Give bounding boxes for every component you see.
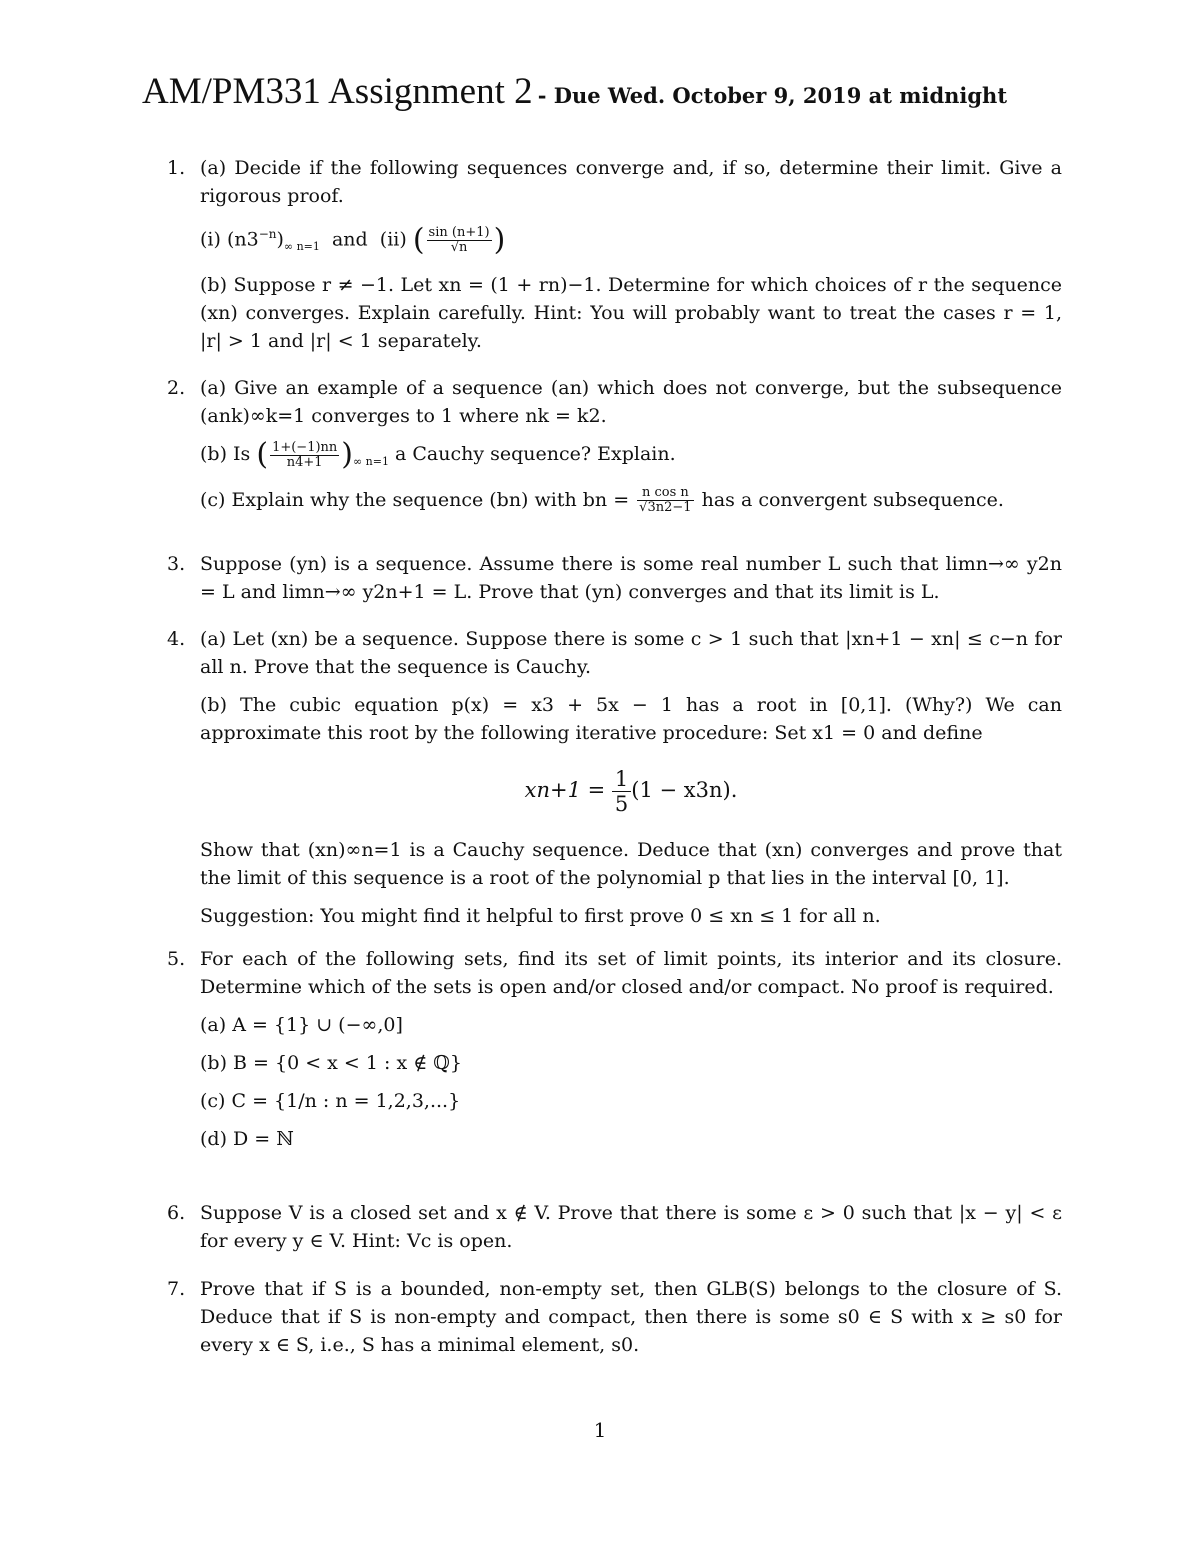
problem-4-suggestion: Suggestion: You might find it helpful to first prove 0 ≤ xn ≤ 1 for all n. — [200, 905, 881, 927]
page-title — [142, 70, 1062, 113]
item-ii-numerator: sin (n+1) — [428, 224, 490, 240]
equation-rhs: (1 − x3n). — [631, 778, 738, 802]
problem-5b: (b) B = {0 < x < 1 : x ∉ ℚ} — [200, 1052, 462, 1074]
problem-1b: (b) Suppose r ≠ −1. Let xn = (1 + rn)−1. Determine for which choices of r the sequence (xn) converges. Explain carefully. Hint: You will probably want to treat the cases r = 1, |r| > 1 and |r| < 1 separately. — [200, 274, 1062, 353]
problem-number: 6. — [167, 1202, 186, 1224]
item-i-range: ∞ n=1 — [283, 240, 320, 254]
equation-fraction — [612, 767, 631, 816]
item-i-exp: −n — [258, 227, 277, 241]
problem-5a: (a) A = {1} ∪ (−∞,0] — [200, 1014, 403, 1036]
problem-7 — [167, 1275, 1062, 1369]
iteration-equation — [200, 767, 1062, 816]
problem-2a: (a) Give an example of a sequence (an) which does not converge, but the subsequence (ank)∞k=1 converges to 1 where nk = k2. — [200, 377, 1062, 427]
page-number: 1 — [593, 1418, 607, 1442]
problem-4 — [167, 625, 1062, 940]
problem-5c: (c) C = {1/n : n = 1,2,3,...} — [200, 1090, 461, 1112]
item-i-close: ) — [276, 228, 284, 251]
problem-number: 5. — [167, 948, 186, 970]
problem-2b-post: a Cauchy sequence? Explain. — [395, 443, 676, 465]
problem-6-text: Suppose V is a closed set and x ∉ V. Prove that there is some ε > 0 such that |x − y| < ε for every y ∈ V. Hint: Vc is open. — [200, 1202, 1062, 1252]
problem-4a: (a) Let (xn) be a sequence. Suppose there is some c > 1 such that |xn+1 − xn| ≤ c−n for all n. Prove that the sequence is Cauchy. — [200, 628, 1062, 678]
item-ii-fraction — [427, 226, 492, 255]
problem-5 — [167, 945, 1062, 1163]
problem-2c-pre: (c) Explain why the sequence (bn) with bn = — [200, 488, 630, 511]
problem-2b-denominator: n4+1 — [286, 454, 323, 470]
due-date: - Due Wed. October 9, 2019 at midnight — [537, 83, 1008, 108]
problem-2b-pre: (b) Is — [200, 443, 251, 465]
problem-number: 7. — [167, 1278, 186, 1300]
problem-2c-post: has a convergent subsequence. — [701, 488, 1004, 511]
problem-number: 2. — [167, 377, 186, 399]
assignment-title: AM/PM331 Assignment 2 — [142, 71, 533, 112]
problem-2c-denominator: √3n2−1 — [639, 500, 692, 516]
item-i: (i) (n3 — [200, 228, 259, 251]
problem-5d: (d) D = ℕ — [200, 1128, 294, 1150]
problem-4b: (b) The cubic equation p(x) = x3 + 5x − 1 has a root in [0,1]. (Why?) We can approximate this root by the following iterative procedure: Set x1 = 0 and define — [200, 694, 1062, 744]
problem-2b: (b) Is ( $\frac{1+(-1)nn}{n4+1}$ )$_{\infty n=1}$ a Cauchy sequence? Explain. — [200, 437, 676, 472]
problem-2b-numerator: 1+(−1)nn — [272, 439, 338, 455]
problem-number: 3. — [167, 553, 186, 575]
problem-2c — [200, 486, 1062, 516]
problem-1 — [167, 154, 1062, 365]
problem-2c-numerator: n cos n — [637, 486, 693, 501]
equation-lhs: xn+1 = — [524, 778, 606, 802]
and-text: and — [331, 228, 368, 251]
item-ii: (ii) — [379, 228, 407, 251]
problem-6 — [167, 1199, 1062, 1265]
problem-number: 1. — [167, 157, 186, 179]
equation-numerator: 1 — [612, 767, 631, 792]
problem-1a-items: (i) $(n3^{-n})_{\infty n=1}$ and (ii) ( $\frac{\sin (n+1)}{√n}$ ) — [200, 222, 506, 258]
problem-2 — [167, 374, 1062, 525]
problem-4-show: Show that (xn)∞n=1 is a Cauchy sequence. Deduce that (xn) converges and prove that the limit of this sequence is a root of the polynomial p that lies in the interval [0, 1]. — [200, 839, 1062, 889]
problem-3 — [167, 550, 1062, 616]
problem-2b-fraction — [270, 441, 339, 470]
problem-2b-range: ∞ n=1 — [353, 454, 389, 468]
problem-7-text: Prove that if S is a bounded, non-empty set, then GLB(S) belongs to the closure of S. Deduce that if S is non-empty and compact, then there is some s0 ∈ S with x ≥ s0 for every x ∈ S, i.e., S has a minimal element, s0. — [200, 1278, 1062, 1356]
problem-1a: (a) Decide if the following sequences converge and, if so, determine their limit. Give a rigorous proof. — [200, 157, 1062, 207]
problem-2c-fraction — [637, 486, 693, 515]
item-ii-denominator: √n — [450, 239, 468, 255]
problem-5-text: For each of the following sets, find its set of limit points, its interior and its closure. Determine which of the sets is open and/or closed and/or compact. No proof is required. — [200, 948, 1062, 998]
problem-3-text: Suppose (yn) is a sequence. Assume there is some real number L such that limn→∞ y2n = L and limn→∞ y2n+1 = L. Prove that (yn) converges and that its limit is L. — [200, 553, 1062, 603]
equation-denominator: 5 — [614, 792, 629, 816]
problem-number: 4. — [167, 628, 186, 650]
